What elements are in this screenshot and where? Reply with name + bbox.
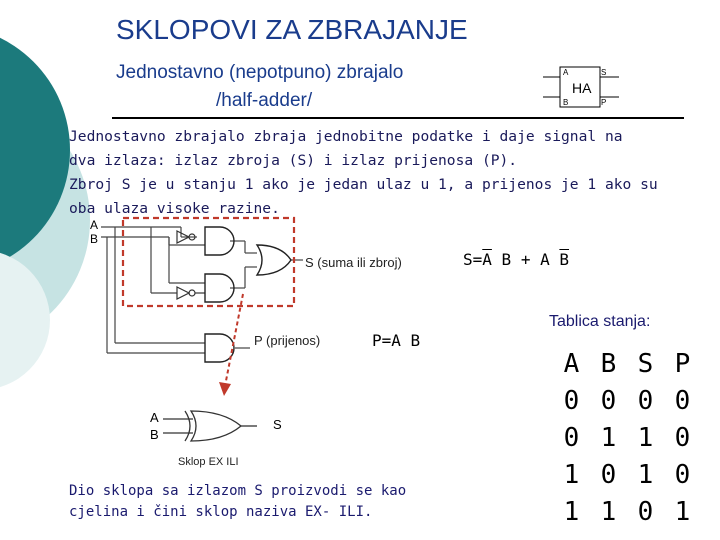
ha-out-s: S bbox=[601, 68, 607, 77]
sum-formula bbox=[463, 250, 569, 269]
cell: 0 bbox=[600, 385, 617, 416]
ha-label: HA bbox=[572, 80, 592, 96]
ha-block bbox=[543, 64, 619, 112]
cell: 1 bbox=[563, 459, 580, 490]
header-cell: S bbox=[637, 348, 654, 379]
cell: 0 bbox=[600, 459, 617, 490]
cell: 1 bbox=[637, 459, 654, 490]
description bbox=[69, 125, 709, 221]
cell: 1 bbox=[600, 422, 617, 453]
description-line: Zbroj S je u stanju 1 ako je jedan ulaz u 1, a prijenos je 1 ako su bbox=[69, 176, 658, 193]
table-row bbox=[553, 456, 701, 493]
ha-out-p: P bbox=[601, 98, 607, 107]
cell: 0 bbox=[674, 385, 691, 416]
sum-term-b-negated: $\overline{B}$ bbox=[559, 250, 570, 269]
sum-term-a: A bbox=[540, 250, 550, 269]
table-row bbox=[553, 382, 701, 419]
cell: 0 bbox=[674, 459, 691, 490]
table-row bbox=[553, 493, 701, 530]
description-line: oba ulaza visoke razine. bbox=[69, 200, 280, 217]
sum-formula-prefix: S= bbox=[463, 250, 483, 269]
xor-caption: Sklop EX ILI bbox=[178, 456, 239, 468]
sum-term-a-negated: $\overline{A}$ bbox=[482, 250, 492, 269]
truth-table-header bbox=[553, 345, 701, 382]
footer-note bbox=[69, 481, 406, 523]
header-cell: A bbox=[563, 348, 580, 379]
xor-input-a: A bbox=[150, 410, 159, 425]
ha-in-b: B bbox=[563, 98, 569, 107]
dashed-arrow bbox=[215, 290, 255, 400]
description-line: Jednostavno zbrajalo zbraja jednobitne podatke i daje signal na bbox=[69, 128, 623, 145]
cell: 0 bbox=[563, 422, 580, 453]
circuit-input-a: A bbox=[90, 218, 99, 232]
page-title: SKLOPOVI ZA ZBRAJANJE bbox=[116, 14, 468, 45]
carry-output-label: P (prijenos) bbox=[254, 333, 321, 348]
cell: 0 bbox=[637, 385, 654, 416]
carry-formula: P=A B bbox=[372, 331, 421, 350]
truth-table-title: Tablica stanja: bbox=[549, 313, 651, 330]
circuit-input-b: B bbox=[90, 232, 99, 246]
xor-gate bbox=[145, 405, 275, 450]
header-cell: P bbox=[674, 348, 691, 379]
cell: 0 bbox=[637, 496, 654, 527]
footer-note-line: cjelina i čini sklop naziva EX- ILI. bbox=[69, 504, 373, 520]
sum-term-b: B bbox=[501, 250, 512, 269]
header-cell: B bbox=[600, 348, 617, 379]
subtitle-line2: /half-adder/ bbox=[216, 90, 313, 111]
cell: 1 bbox=[563, 496, 580, 527]
cell: 1 bbox=[600, 496, 617, 527]
footer-note-line: Dio sklopa sa izlazom S proizvodi se kao bbox=[69, 483, 407, 499]
xor-input-b: B bbox=[150, 427, 159, 442]
xor-output-s: S bbox=[273, 417, 282, 432]
cell: 1 bbox=[637, 422, 654, 453]
description-line: dva izlaza: izlaz zbroja (S) i izlaz prijenosa (P). bbox=[69, 152, 518, 169]
truth-table bbox=[553, 345, 701, 530]
cell: 0 bbox=[674, 422, 691, 453]
subtitle-line1: Jednostavno (nepotpuno) zbrajalo bbox=[116, 62, 404, 83]
cell: 1 bbox=[674, 496, 691, 527]
cell: 0 bbox=[563, 385, 580, 416]
ha-in-a: A bbox=[563, 68, 569, 77]
table-row bbox=[553, 419, 701, 456]
sum-output-label: S (suma ili zbroj) bbox=[305, 255, 402, 270]
title-divider bbox=[112, 117, 684, 119]
sum-plus: + bbox=[511, 250, 541, 269]
